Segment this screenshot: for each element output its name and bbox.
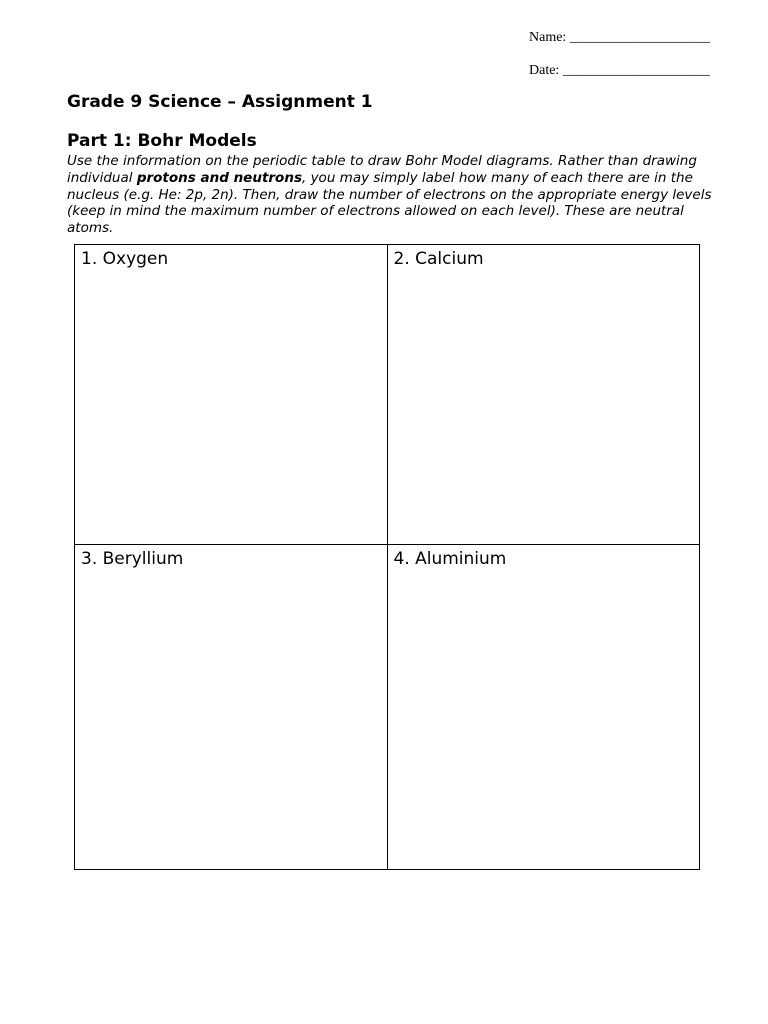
instructions-emphasis: protons and neutrons xyxy=(136,169,302,186)
instructions-text-start: Use the information on the periodic table to draw Bohr Model diagrams. Rather than drawing individual xyxy=(67,153,697,186)
grid-row xyxy=(75,545,700,870)
box-label: 4. Aluminium xyxy=(393,549,507,569)
grid-row xyxy=(75,245,700,545)
bohr-model-grid xyxy=(74,244,700,870)
answer-box-aluminium[interactable] xyxy=(387,545,700,870)
box-label: 2. Calcium xyxy=(393,249,484,269)
box-label: 1. Oxygen xyxy=(81,249,169,269)
part-heading: Part 1: Bohr Models xyxy=(67,131,257,151)
answer-box-calcium[interactable] xyxy=(387,245,700,545)
instructions-paragraph xyxy=(67,153,717,237)
answer-box-oxygen[interactable] xyxy=(75,245,388,545)
name-field[interactable]: Name: ____________________ xyxy=(529,30,710,45)
box-label: 3. Beryllium xyxy=(81,549,184,569)
answer-box-beryllium[interactable] xyxy=(75,545,388,870)
date-field[interactable]: Date: _____________________ xyxy=(529,63,710,78)
instructions-text-end: , you may simply label how many of each there are in the nucleus (e.g. He: 2p, 2n). Then, draw the number of electrons on the appropriate energy levels (keep in mind the maximum number of electrons allowed on each level). These are neutral atoms. xyxy=(67,169,712,237)
page-title: Grade 9 Science – Assignment 1 xyxy=(67,92,373,112)
